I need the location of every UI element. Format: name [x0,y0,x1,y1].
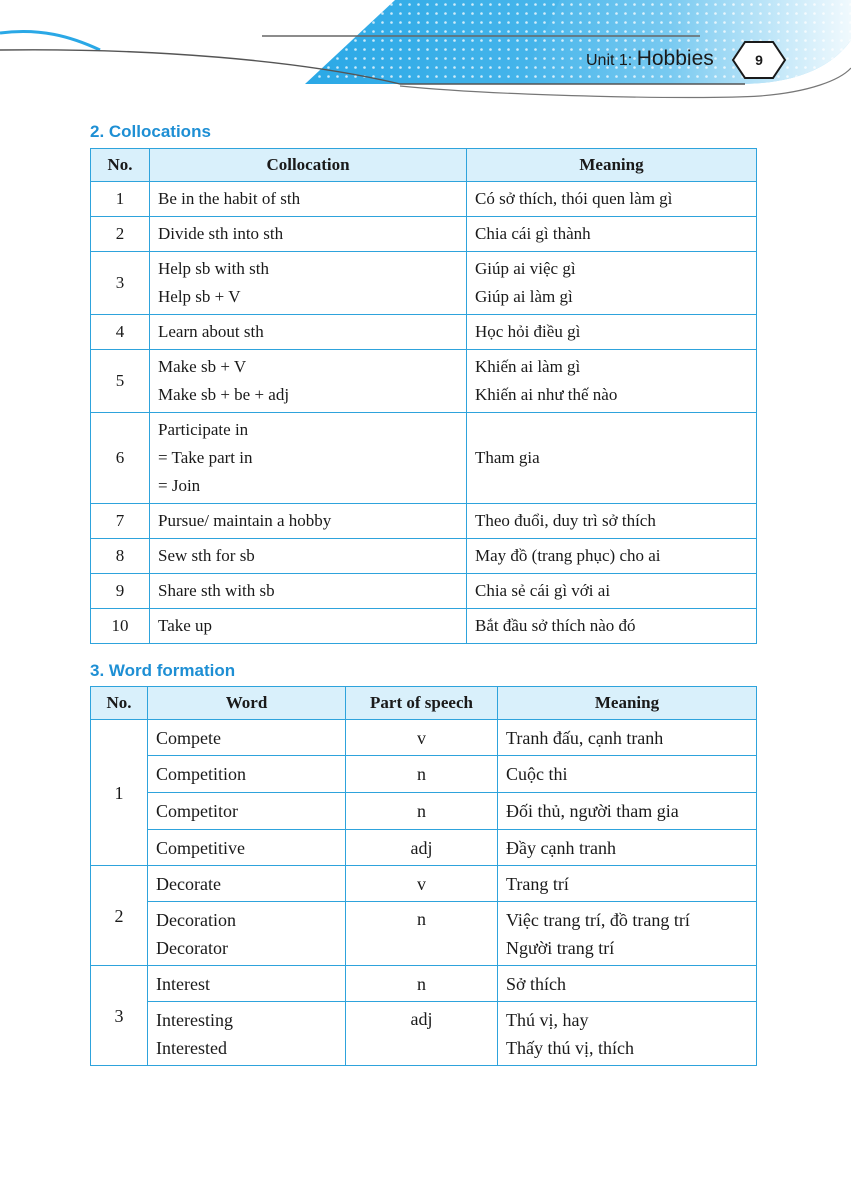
table-row [91,793,757,830]
row-number: 4 [91,315,150,350]
collocation-text: Be in the habit of sth [158,189,301,208]
row-number: 8 [91,539,150,574]
meaning-cell [498,793,757,830]
meaning-text: May đồ (trang phục) cho ai [475,546,661,565]
meaning-text: Tranh đấu, cạnh tranh [506,727,664,748]
meaning-text: Việc trang trí, đồ trang trí [506,909,690,930]
word-cell [148,902,346,966]
meaning-cell [467,217,757,252]
word-text: Competition [156,764,246,784]
meaning-cell [467,182,757,217]
row-number: 3 [91,252,150,315]
word-text: Interest [156,973,210,994]
row-number: 1 [91,182,150,217]
collocation-text: Pursue/ maintain a hobby [158,511,332,530]
word-formation-table [90,686,757,1066]
collocation-text: = Join [158,476,201,495]
collocation-cell [150,315,467,350]
row-number: 2 [91,217,150,252]
collocation-text: Make sb + be + adj [158,385,290,404]
word-text: Interested [156,1037,227,1058]
meaning-text: Sở thích [506,973,567,994]
meaning-cell [498,1002,757,1066]
row-number: 7 [91,504,150,539]
meaning-text: Trang trí [506,873,569,894]
table-row [91,350,757,413]
collocation-cell [150,539,467,574]
meaning-cell [498,866,757,902]
word-text: Interesting [156,1009,233,1030]
group-number: 1 [91,720,148,866]
meaning-text: Giúp ai việc gì [475,259,576,278]
part-of-speech: adj [346,830,498,866]
meaning-text: Tham gia [475,448,540,467]
part-of-speech: adj [346,1002,498,1066]
collocation-text: Participate in [158,420,249,439]
meaning-text: Có sở thích, thói quen làm gì [475,189,673,208]
meaning-cell [498,830,757,866]
part-of-speech: v [346,866,498,902]
part-of-speech: v [346,720,498,756]
word-text: Compete [156,727,221,748]
row-number: 5 [91,350,150,413]
row-number: 10 [91,609,150,644]
collocation-text: Take up [158,616,213,635]
page-header [0,0,851,110]
word-text: Competitive [156,837,245,858]
table-row [91,504,757,539]
table-row [91,252,757,315]
collocation-text: = Take part in [158,448,253,467]
meaning-text: Đầy cạnh tranh [506,837,616,858]
unit-prefix: Unit 1: [586,52,633,69]
word-cell [148,966,346,1002]
meaning-cell [467,252,757,315]
table-row [91,866,757,902]
collocation-cell [150,350,467,413]
part-of-speech: n [346,756,498,793]
word-cell [148,756,346,793]
row-number: 6 [91,413,150,504]
meaning-text: Giúp ai làm gì [475,287,573,306]
meaning-text: Học hỏi điều gì [475,322,581,341]
meaning-cell [498,756,757,793]
collocation-cell [150,609,467,644]
column-header: Collocation [150,149,467,182]
collocation-cell [150,182,467,217]
collocation-cell [150,574,467,609]
table-header-row [91,687,757,720]
collocation-cell [150,504,467,539]
header-decoration [0,0,851,110]
collocation-cell [150,413,467,504]
row-number: 9 [91,574,150,609]
collocation-text: Help sb with sth [158,259,269,278]
meaning-text: Khiến ai như thế nào [475,385,618,404]
meaning-cell [467,350,757,413]
part-of-speech: n [346,902,498,966]
meaning-text: Người trang trí [506,937,615,958]
meaning-cell [467,413,757,504]
collocation-cell [150,252,467,315]
table-row [91,830,757,866]
word-text: Decorator [156,937,228,958]
word-text: Competitor [156,801,238,821]
word-formation-title: 3. Word formation [90,661,236,680]
word-cell [148,866,346,902]
meaning-cell [467,539,757,574]
column-header: Meaning [498,687,757,720]
table-row [91,756,757,793]
meaning-cell [467,315,757,350]
table-row [91,609,757,644]
meaning-cell [467,574,757,609]
collocation-text: Make sb + V [158,357,247,376]
meaning-text: Chia sẻ cái gì với ai [475,581,611,600]
table-row [91,182,757,217]
unit-label [586,47,714,71]
collocation-text: Sew sth for sb [158,546,255,565]
column-header: Word [148,687,346,720]
word-cell [148,1002,346,1066]
word-cell [148,793,346,830]
meaning-cell [498,720,757,756]
table-row [91,902,757,966]
group-number: 3 [91,966,148,1066]
table-row [91,966,757,1002]
meaning-text: Khiến ai làm gì [475,357,581,376]
collocation-text: Divide sth into sth [158,224,284,243]
column-header: No. [91,687,148,720]
meaning-cell [498,966,757,1002]
table-row [91,539,757,574]
meaning-text: Thấy thú vị, thích [506,1037,634,1058]
word-text: Decorate [156,873,221,894]
meaning-text: Theo đuổi, duy trì sở thích [475,511,656,530]
column-header: Meaning [467,149,757,182]
group-number: 2 [91,866,148,966]
meaning-text: Bắt đầu sở thích nào đó [475,616,636,635]
meaning-text: Chia cái gì thành [475,224,591,243]
part-of-speech: n [346,793,498,830]
table-row [91,315,757,350]
table-row [91,720,757,756]
word-cell [148,720,346,756]
collocations-title: 2. Collocations [90,122,211,141]
part-of-speech: n [346,966,498,1002]
word-text: Decoration [156,909,236,930]
table-row [91,1002,757,1066]
table-row [91,217,757,252]
table-header-row [91,149,757,182]
meaning-text: Cuộc thi [506,764,568,784]
meaning-text: Thú vị, hay [506,1009,589,1030]
meaning-cell [467,504,757,539]
table-row [91,413,757,504]
word-cell [148,830,346,866]
column-header: No. [91,149,150,182]
page-number: 9 [755,52,763,68]
collocation-text: Help sb + V [158,287,241,306]
table-row [91,574,757,609]
unit-title: Hobbies [636,47,714,70]
collocation-cell [150,217,467,252]
meaning-cell [498,902,757,966]
collocation-text: Learn about sth [158,322,264,341]
collocation-text: Share sth with sb [158,581,275,600]
collocations-table [90,148,757,644]
column-header: Part of speech [346,687,498,720]
meaning-cell [467,609,757,644]
meaning-text: Đối thủ, người tham gia [506,801,679,821]
